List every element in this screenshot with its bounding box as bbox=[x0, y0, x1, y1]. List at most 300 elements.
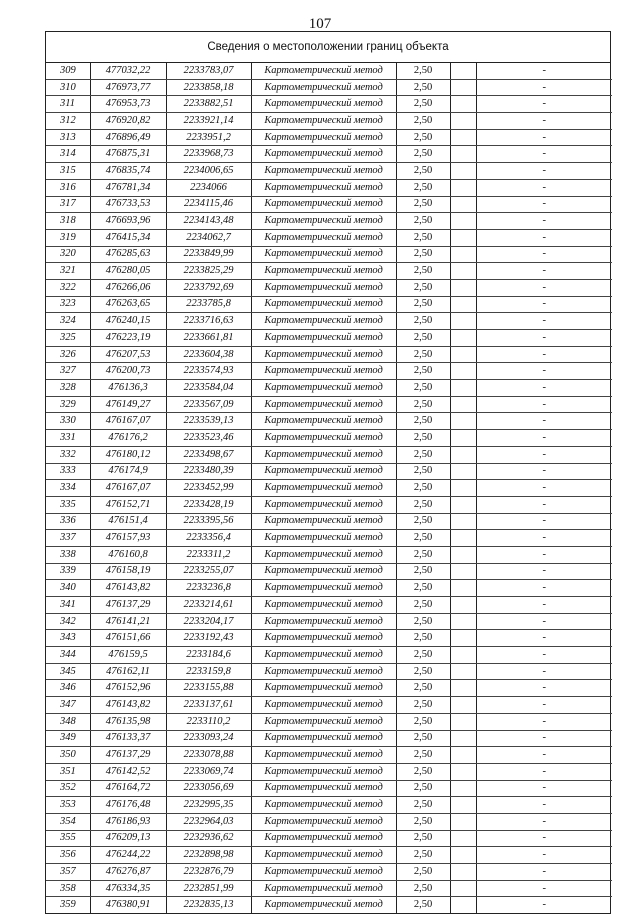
point-number-cell: 310 bbox=[46, 79, 90, 96]
x-coordinate-cell: 476334,35 bbox=[90, 880, 166, 897]
point-number-cell: 344 bbox=[46, 647, 90, 664]
point-number-cell: 328 bbox=[46, 380, 90, 397]
accuracy-cell: 2,50 bbox=[396, 480, 450, 497]
method-cell: Картометрический метод bbox=[251, 630, 396, 647]
table-row bbox=[46, 229, 612, 246]
note-cell: - bbox=[476, 296, 612, 313]
table-row bbox=[46, 179, 612, 196]
y-coordinate-cell: 2233159,8 bbox=[166, 663, 251, 680]
y-coordinate-cell: 2233661,81 bbox=[166, 330, 251, 347]
y-coordinate-cell: 2232936,62 bbox=[166, 830, 251, 847]
method-cell: Картометрический метод bbox=[251, 330, 396, 347]
method-cell: Картометрический метод bbox=[251, 96, 396, 113]
x-coordinate-cell: 476781,34 bbox=[90, 179, 166, 196]
accuracy-cell: 2,50 bbox=[396, 546, 450, 563]
empty-cell bbox=[450, 63, 476, 79]
x-coordinate-cell: 476135,98 bbox=[90, 713, 166, 730]
x-coordinate-cell: 476149,27 bbox=[90, 396, 166, 413]
x-coordinate-cell: 476244,22 bbox=[90, 847, 166, 864]
y-coordinate-cell: 2233214,61 bbox=[166, 597, 251, 614]
accuracy-cell: 2,50 bbox=[396, 847, 450, 864]
point-number-cell: 319 bbox=[46, 229, 90, 246]
table-row bbox=[46, 747, 612, 764]
method-cell: Картометрический метод bbox=[251, 880, 396, 897]
table-row bbox=[46, 163, 612, 180]
x-coordinate-cell: 476953,73 bbox=[90, 96, 166, 113]
x-coordinate-cell: 476174,9 bbox=[90, 463, 166, 480]
table-row bbox=[46, 813, 612, 830]
table-row bbox=[46, 196, 612, 213]
table-row bbox=[46, 563, 612, 580]
y-coordinate-cell: 2233093,24 bbox=[166, 730, 251, 747]
point-number-cell: 321 bbox=[46, 263, 90, 280]
table-row bbox=[46, 663, 612, 680]
y-coordinate-cell: 2232876,79 bbox=[166, 864, 251, 881]
empty-cell bbox=[450, 113, 476, 130]
empty-cell bbox=[450, 580, 476, 597]
empty-cell bbox=[450, 864, 476, 881]
y-coordinate-cell: 2233184,6 bbox=[166, 647, 251, 664]
point-number-cell: 317 bbox=[46, 196, 90, 213]
accuracy-cell: 2,50 bbox=[396, 780, 450, 797]
x-coordinate-cell: 476159,5 bbox=[90, 647, 166, 664]
table-row bbox=[46, 780, 612, 797]
accuracy-cell: 2,50 bbox=[396, 813, 450, 830]
y-coordinate-cell: 2233604,38 bbox=[166, 346, 251, 363]
point-number-cell: 337 bbox=[46, 530, 90, 547]
point-number-cell: 341 bbox=[46, 597, 90, 614]
y-coordinate-cell: 2233785,8 bbox=[166, 296, 251, 313]
x-coordinate-cell: 476280,05 bbox=[90, 263, 166, 280]
x-coordinate-cell: 476209,13 bbox=[90, 830, 166, 847]
empty-cell bbox=[450, 763, 476, 780]
section-title: Сведения о местоположении границ объекта bbox=[46, 32, 610, 63]
empty-cell bbox=[450, 530, 476, 547]
point-number-cell: 318 bbox=[46, 213, 90, 230]
accuracy-cell: 2,50 bbox=[396, 864, 450, 881]
x-coordinate-cell: 476167,07 bbox=[90, 413, 166, 430]
y-coordinate-cell: 2233539,13 bbox=[166, 413, 251, 430]
table-row bbox=[46, 279, 612, 296]
y-coordinate-cell: 2234006,65 bbox=[166, 163, 251, 180]
accuracy-cell: 2,50 bbox=[396, 463, 450, 480]
accuracy-cell: 2,50 bbox=[396, 663, 450, 680]
note-cell: - bbox=[476, 346, 612, 363]
table-row bbox=[46, 463, 612, 480]
empty-cell bbox=[450, 713, 476, 730]
point-number-cell: 346 bbox=[46, 680, 90, 697]
empty-cell bbox=[450, 96, 476, 113]
accuracy-cell: 2,50 bbox=[396, 129, 450, 146]
y-coordinate-cell: 2233155,88 bbox=[166, 680, 251, 697]
x-coordinate-cell: 476152,71 bbox=[90, 496, 166, 513]
method-cell: Картометрический метод bbox=[251, 279, 396, 296]
table-row bbox=[46, 647, 612, 664]
y-coordinate-cell: 2233395,56 bbox=[166, 513, 251, 530]
y-coordinate-cell: 2233192,43 bbox=[166, 630, 251, 647]
accuracy-cell: 2,50 bbox=[396, 213, 450, 230]
method-cell: Картометрический метод bbox=[251, 663, 396, 680]
accuracy-cell: 2,50 bbox=[396, 530, 450, 547]
note-cell: - bbox=[476, 96, 612, 113]
empty-cell bbox=[450, 346, 476, 363]
empty-cell bbox=[450, 196, 476, 213]
method-cell: Картометрический метод bbox=[251, 113, 396, 130]
point-number-cell: 312 bbox=[46, 113, 90, 130]
empty-cell bbox=[450, 430, 476, 447]
method-cell: Картометрический метод bbox=[251, 780, 396, 797]
method-cell: Картометрический метод bbox=[251, 797, 396, 814]
accuracy-cell: 2,50 bbox=[396, 246, 450, 263]
accuracy-cell: 2,50 bbox=[396, 313, 450, 330]
y-coordinate-cell: 2233882,51 bbox=[166, 96, 251, 113]
point-number-cell: 342 bbox=[46, 613, 90, 630]
empty-cell bbox=[450, 630, 476, 647]
note-cell: - bbox=[476, 847, 612, 864]
table-row bbox=[46, 630, 612, 647]
x-coordinate-cell: 476151,4 bbox=[90, 513, 166, 530]
method-cell: Картометрический метод bbox=[251, 496, 396, 513]
x-coordinate-cell: 476276,87 bbox=[90, 864, 166, 881]
x-coordinate-cell: 476266,06 bbox=[90, 279, 166, 296]
x-coordinate-cell: 476973,77 bbox=[90, 79, 166, 96]
note-cell: - bbox=[476, 463, 612, 480]
x-coordinate-cell: 476137,29 bbox=[90, 747, 166, 764]
empty-cell bbox=[450, 780, 476, 797]
table-row bbox=[46, 79, 612, 96]
point-number-cell: 347 bbox=[46, 697, 90, 714]
empty-cell bbox=[450, 296, 476, 313]
accuracy-cell: 2,50 bbox=[396, 163, 450, 180]
accuracy-cell: 2,50 bbox=[396, 430, 450, 447]
accuracy-cell: 2,50 bbox=[396, 263, 450, 280]
x-coordinate-cell: 476136,3 bbox=[90, 380, 166, 397]
method-cell: Картометрический метод bbox=[251, 513, 396, 530]
table-row bbox=[46, 546, 612, 563]
method-cell: Картометрический метод bbox=[251, 296, 396, 313]
y-coordinate-cell: 2233921,14 bbox=[166, 113, 251, 130]
note-cell: - bbox=[476, 413, 612, 430]
x-coordinate-cell: 476223,19 bbox=[90, 330, 166, 347]
note-cell: - bbox=[476, 396, 612, 413]
y-coordinate-cell: 2233255,07 bbox=[166, 563, 251, 580]
x-coordinate-cell: 476152,96 bbox=[90, 680, 166, 697]
table-row bbox=[46, 146, 612, 163]
point-number-cell: 350 bbox=[46, 747, 90, 764]
method-cell: Картометрический метод bbox=[251, 864, 396, 881]
accuracy-cell: 2,50 bbox=[396, 630, 450, 647]
x-coordinate-cell: 476157,93 bbox=[90, 530, 166, 547]
empty-cell bbox=[450, 330, 476, 347]
table-row bbox=[46, 430, 612, 447]
y-coordinate-cell: 2233078,88 bbox=[166, 747, 251, 764]
table-row bbox=[46, 763, 612, 780]
note-cell: - bbox=[476, 246, 612, 263]
y-coordinate-cell: 2233584,04 bbox=[166, 380, 251, 397]
note-cell: - bbox=[476, 380, 612, 397]
x-coordinate-cell: 476240,15 bbox=[90, 313, 166, 330]
x-coordinate-cell: 476162,11 bbox=[90, 663, 166, 680]
method-cell: Картометрический метод bbox=[251, 613, 396, 630]
point-number-cell: 359 bbox=[60, 899, 76, 911]
table-row bbox=[46, 496, 612, 513]
point-number-cell: 334 bbox=[46, 480, 90, 497]
x-coordinate-cell: 476875,31 bbox=[90, 146, 166, 163]
table-row bbox=[46, 880, 612, 897]
empty-cell bbox=[450, 697, 476, 714]
y-coordinate-cell: 2233311,2 bbox=[166, 546, 251, 563]
table-row bbox=[46, 96, 612, 113]
point-number-cell: 330 bbox=[46, 413, 90, 430]
empty-cell bbox=[450, 513, 476, 530]
point-number-cell: 335 bbox=[46, 496, 90, 513]
empty-cell bbox=[450, 730, 476, 747]
table-row bbox=[46, 797, 612, 814]
x-coordinate-cell: 476142,52 bbox=[90, 763, 166, 780]
table-row bbox=[46, 530, 612, 547]
point-number-cell: 324 bbox=[46, 313, 90, 330]
empty-cell bbox=[450, 263, 476, 280]
accuracy-cell: 2,50 bbox=[396, 79, 450, 96]
point-number-cell: 329 bbox=[46, 396, 90, 413]
x-coordinate-cell: 476151,66 bbox=[90, 630, 166, 647]
note-cell: - bbox=[476, 530, 612, 547]
empty-cell bbox=[450, 613, 476, 630]
note-cell: - bbox=[476, 763, 612, 780]
method-cell: Картометрический метод bbox=[251, 680, 396, 697]
method-cell: Картометрический метод bbox=[251, 463, 396, 480]
note-cell: - bbox=[476, 880, 612, 897]
empty-cell bbox=[450, 496, 476, 513]
note-cell: - bbox=[476, 830, 612, 847]
note-cell: - bbox=[476, 797, 612, 814]
point-number-cell: 325 bbox=[46, 330, 90, 347]
table-row bbox=[46, 129, 612, 146]
note-cell: - bbox=[476, 680, 612, 697]
note-cell: - bbox=[476, 747, 612, 764]
note-cell: - bbox=[476, 546, 612, 563]
y-coordinate-cell: 2233858,18 bbox=[166, 79, 251, 96]
table-row bbox=[46, 263, 612, 280]
empty-cell bbox=[450, 413, 476, 430]
accuracy-cell: 2,50 bbox=[396, 196, 450, 213]
note-cell: - bbox=[476, 713, 612, 730]
empty-cell bbox=[450, 179, 476, 196]
y-coordinate-cell: 2234062,7 bbox=[166, 229, 251, 246]
accuracy-cell: 2,50 bbox=[396, 613, 450, 630]
method-cell: Картометрический метод bbox=[251, 730, 396, 747]
coordinates-table-body bbox=[46, 63, 612, 913]
y-coordinate-cell: 2233849,99 bbox=[166, 246, 251, 263]
x-coordinate-cell: 476167,07 bbox=[90, 480, 166, 497]
method-cell: Картометрический метод bbox=[251, 229, 396, 246]
point-number-cell: 323 bbox=[46, 296, 90, 313]
point-number-cell: 339 bbox=[46, 563, 90, 580]
x-coordinate-cell: 476176,2 bbox=[90, 430, 166, 447]
note-cell: - bbox=[476, 363, 612, 380]
accuracy-cell: 2,50 bbox=[396, 763, 450, 780]
x-coordinate-cell: 476143,82 bbox=[90, 580, 166, 597]
empty-cell bbox=[450, 747, 476, 764]
x-coordinate-cell: 476285,63 bbox=[90, 246, 166, 263]
table-row bbox=[46, 380, 612, 397]
empty-cell bbox=[450, 663, 476, 680]
y-coordinate-cell: 2233452,99 bbox=[166, 480, 251, 497]
accuracy-cell: 2,50 bbox=[396, 830, 450, 847]
point-number-cell: 320 bbox=[46, 246, 90, 263]
note-cell: - bbox=[476, 146, 612, 163]
x-coordinate-cell: 476733,53 bbox=[90, 196, 166, 213]
note-cell: - bbox=[476, 730, 612, 747]
note-cell: - bbox=[476, 313, 612, 330]
accuracy-cell: 2,50 bbox=[396, 279, 450, 296]
accuracy-cell: 2,50 bbox=[396, 496, 450, 513]
y-coordinate-cell: 2233110,2 bbox=[166, 713, 251, 730]
note-cell: - bbox=[476, 63, 612, 79]
table-row bbox=[46, 313, 612, 330]
table-row bbox=[46, 613, 612, 630]
note-cell: - bbox=[476, 513, 612, 530]
point-number-cell: 340 bbox=[46, 580, 90, 597]
method-cell: Картометрический метод bbox=[251, 346, 396, 363]
x-coordinate-cell: 476207,53 bbox=[90, 346, 166, 363]
empty-cell bbox=[450, 396, 476, 413]
table-row bbox=[46, 697, 612, 714]
x-coordinate-cell: 476133,37 bbox=[90, 730, 166, 747]
y-coordinate-cell: 2233825,29 bbox=[166, 263, 251, 280]
accuracy-cell: 2,50 bbox=[396, 229, 450, 246]
accuracy-cell: 2,50 bbox=[396, 880, 450, 897]
x-coordinate-cell: 476263,65 bbox=[90, 296, 166, 313]
note-cell: - bbox=[476, 630, 612, 647]
coordinates-table bbox=[46, 63, 612, 913]
y-coordinate-cell: 2233056,69 bbox=[166, 780, 251, 797]
method-cell: Картометрический метод bbox=[251, 146, 396, 163]
note-cell: - bbox=[476, 179, 612, 196]
point-number-cell: 353 bbox=[46, 797, 90, 814]
point-number-cell: 322 bbox=[46, 279, 90, 296]
y-coordinate-cell: 2233498,67 bbox=[166, 446, 251, 463]
point-number-cell: 351 bbox=[46, 763, 90, 780]
note-cell: - bbox=[476, 663, 612, 680]
point-number-cell: 332 bbox=[46, 446, 90, 463]
method-cell: Картометрический метод bbox=[251, 647, 396, 664]
note-cell: - bbox=[476, 263, 612, 280]
note-cell: - bbox=[476, 864, 612, 881]
empty-cell bbox=[450, 463, 476, 480]
accuracy-cell: 2,50 bbox=[396, 63, 450, 79]
point-number-cell: 338 bbox=[46, 546, 90, 563]
empty-cell bbox=[450, 380, 476, 397]
y-coordinate-cell: 2233204,17 bbox=[166, 613, 251, 630]
method-cell: Картометрический метод bbox=[251, 597, 396, 614]
x-coordinate-cell: 476200,73 bbox=[90, 363, 166, 380]
table-row bbox=[46, 864, 612, 881]
method-cell: Картометрический метод bbox=[251, 830, 396, 847]
empty-cell bbox=[450, 79, 476, 96]
accuracy-cell: 2,50 bbox=[396, 363, 450, 380]
x-coordinate-cell: 476176,48 bbox=[90, 797, 166, 814]
accuracy-cell: 2,50 bbox=[396, 146, 450, 163]
empty-cell bbox=[450, 830, 476, 847]
accuracy-cell: 2,50 bbox=[396, 747, 450, 764]
table-row bbox=[46, 246, 612, 263]
point-number-cell: 336 bbox=[46, 513, 90, 530]
accuracy-cell: 2,50 bbox=[396, 897, 450, 913]
x-coordinate-cell: 476141,21 bbox=[90, 613, 166, 630]
table-row bbox=[46, 830, 612, 847]
point-number-cell: 309 bbox=[46, 63, 90, 79]
table-row bbox=[46, 113, 612, 130]
empty-cell bbox=[450, 129, 476, 146]
method-cell: Картометрический метод bbox=[251, 129, 396, 146]
y-coordinate-cell: 2233951,2 bbox=[166, 129, 251, 146]
y-coordinate-cell: 2233236,8 bbox=[166, 580, 251, 597]
method-cell: Картометрический метод bbox=[251, 713, 396, 730]
note-cell: - bbox=[476, 780, 612, 797]
note-cell: - bbox=[476, 480, 612, 497]
y-coordinate-cell: 2232964,03 bbox=[166, 813, 251, 830]
x-coordinate-cell: 476835,74 bbox=[90, 163, 166, 180]
method-cell: Картометрический метод bbox=[251, 263, 396, 280]
empty-cell bbox=[450, 146, 476, 163]
note-cell: - bbox=[476, 113, 612, 130]
table-row bbox=[46, 330, 612, 347]
method-cell: Картометрический метод bbox=[251, 847, 396, 864]
accuracy-cell: 2,50 bbox=[396, 647, 450, 664]
y-coordinate-cell: 2232835,13 bbox=[166, 897, 251, 913]
y-coordinate-cell: 2233356,4 bbox=[166, 530, 251, 547]
method-cell: Картометрический метод bbox=[251, 413, 396, 430]
accuracy-cell: 2,50 bbox=[396, 446, 450, 463]
empty-cell bbox=[450, 597, 476, 614]
table-row bbox=[46, 296, 612, 313]
point-number-cell: 355 bbox=[46, 830, 90, 847]
method-cell: Картометрический метод bbox=[251, 380, 396, 397]
table-row bbox=[46, 480, 612, 497]
note-cell: - bbox=[476, 580, 612, 597]
point-number-cell: 331 bbox=[46, 430, 90, 447]
point-number-cell: 313 bbox=[46, 129, 90, 146]
method-cell: Картометрический метод bbox=[251, 179, 396, 196]
method-cell: Картометрический метод bbox=[251, 163, 396, 180]
empty-cell bbox=[450, 563, 476, 580]
note-cell: - bbox=[476, 163, 612, 180]
point-number-cell: 314 bbox=[46, 146, 90, 163]
accuracy-cell: 2,50 bbox=[396, 697, 450, 714]
y-coordinate-cell: 2233567,09 bbox=[166, 396, 251, 413]
accuracy-cell: 2,50 bbox=[396, 296, 450, 313]
y-coordinate-cell: 2233783,07 bbox=[166, 63, 251, 79]
point-number-cell: 352 bbox=[46, 780, 90, 797]
note-cell: - bbox=[476, 213, 612, 230]
method-cell: Картометрический метод bbox=[251, 213, 396, 230]
method-cell: Картометрический метод bbox=[251, 747, 396, 764]
point-number-cell: 354 bbox=[46, 813, 90, 830]
empty-cell bbox=[450, 813, 476, 830]
x-coordinate-cell: 477032,22 bbox=[90, 63, 166, 79]
note-cell: - bbox=[476, 563, 612, 580]
x-coordinate-cell: 476896,49 bbox=[90, 129, 166, 146]
method-cell: Картометрический метод bbox=[251, 446, 396, 463]
x-coordinate-cell: 476693,96 bbox=[90, 213, 166, 230]
y-coordinate-cell: 2234115,46 bbox=[166, 196, 251, 213]
y-coordinate-cell: 2232898,98 bbox=[166, 847, 251, 864]
table-row bbox=[46, 413, 612, 430]
y-coordinate-cell: 2234143,48 bbox=[166, 213, 251, 230]
method-cell: Картометрический метод bbox=[251, 580, 396, 597]
method-cell: Картометрический метод bbox=[251, 63, 396, 79]
